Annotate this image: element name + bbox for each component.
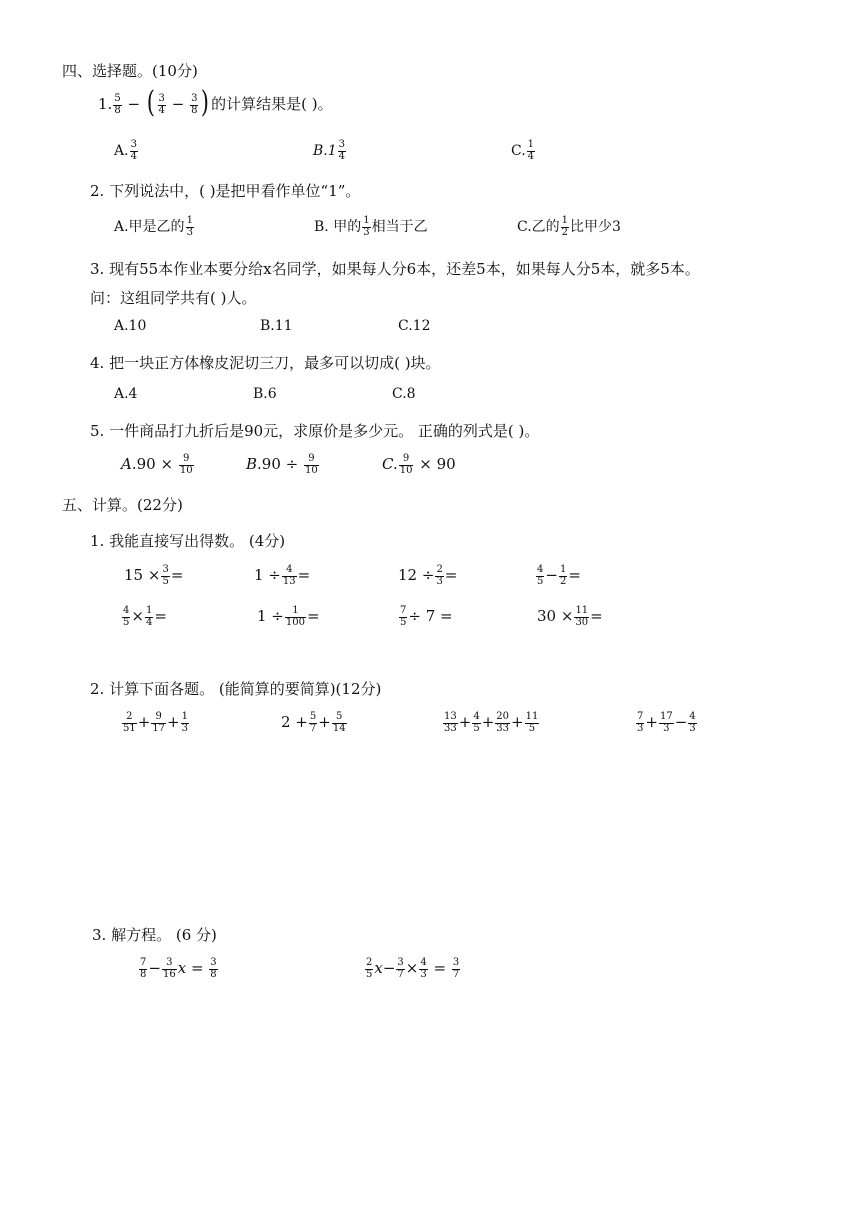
fraction: $\frac{13}{33}$ (444, 711, 457, 734)
fraction: $\frac{4}{13}$ (282, 564, 296, 587)
fraction: $\frac{5}{8}$ (114, 93, 121, 116)
fraction: $\frac{3}{4}$ (158, 93, 165, 116)
q1-option-c[interactable]: C. $\frac{1}{4}$ (511, 139, 535, 162)
fraction: $\frac{17}{3}$ (659, 711, 673, 734)
question-3-line-1: 3. 现有55本作业本要分给x名同学，如果每人分6本，还差5本，如果每人分5本，就多5本。 (90, 260, 700, 278)
simplify-calc-2: 2 + $\frac{5}{7}$ + $\frac{5}{14}$ (281, 711, 346, 734)
direct-calc-5: $\frac{4}{5}$ × $\frac{1}{4}$ = (123, 605, 167, 628)
fraction: $\frac{1}{4}$ (527, 139, 535, 162)
q4-option-a[interactable]: A.4 (114, 386, 138, 402)
fraction: $\frac{5}{14}$ (332, 711, 346, 734)
fraction: $\frac{20}{33}$ (496, 711, 509, 734)
fraction: $\frac{1}{3}$ (186, 215, 193, 238)
q4-option-c[interactable]: C.8 (392, 386, 416, 402)
fraction: $\frac{3}{16}$ (162, 957, 176, 980)
fraction: $\frac{3}{8}$ (210, 957, 217, 980)
fraction: $\frac{9}{17}$ (152, 711, 166, 734)
fraction: $\frac{1}{2}$ (559, 564, 567, 587)
fraction: $\frac{3}{4}$ (338, 139, 346, 162)
fraction: $\frac{7}{8}$ (140, 957, 147, 980)
simplify-calc-4: $\frac{7}{3}$ + $\frac{17}{3}$ − $\frac{4}{3}$ (637, 711, 696, 734)
direct-calc-1: 15 × $\frac{3}{5}$ = (124, 564, 184, 587)
q2-option-c[interactable]: C.乙的 $\frac{1}{2}$ 比甲少3 (517, 215, 621, 238)
question-2-stem: 2. 下列说法中，( )是把甲看作单位“1”。 (90, 182, 361, 200)
fraction: $\frac{4}{5}$ (537, 564, 544, 587)
fraction: $\frac{11}{30}$ (575, 605, 589, 628)
fraction: $\frac{7}{5}$ (400, 605, 407, 628)
question-5-stem: 5. 一件商品打九折后是90元，求原价是多少元。 正确的列式是( )。 (90, 422, 540, 440)
q5-option-b[interactable]: B.90 ÷ $\frac{9}{10}$ (246, 453, 318, 476)
fraction: $\frac{4}{3}$ (689, 711, 696, 734)
simplify-calc-1: $\frac{2}{51}$ + $\frac{9}{17}$ + $\frac{1}{3}$ (123, 711, 188, 734)
q5-option-c[interactable]: C. $\frac{9}{10}$ × 90 (382, 453, 456, 476)
q2-option-a[interactable]: A.甲是乙的 $\frac{1}{3}$ (114, 215, 193, 238)
section-four-title: 四、选择题。(10分) (62, 62, 198, 80)
simplify-calc-3: $\frac{13}{33}$ + $\frac{4}{5}$ + $\frac{20}{33}$ + $\frac{11}{5}$ (444, 711, 539, 734)
fraction: $\frac{2}{5}$ (366, 957, 373, 980)
part-2-title: 2. 计算下面各题。 (能简算的要简算)(12分) (90, 680, 382, 698)
q1-option-a[interactable]: A. $\frac{3}{4}$ (114, 139, 137, 162)
fraction: $\frac{2}{3}$ (436, 564, 443, 587)
q3-option-c[interactable]: C.12 (398, 318, 431, 334)
part-3-title: 3. 解方程。 (6 分) (92, 926, 217, 944)
fraction: $\frac{3}{8}$ (191, 93, 198, 116)
question-3-line-2: 问：这组同学共有( )人。 (90, 289, 257, 307)
q3-option-b[interactable]: B.11 (260, 318, 293, 334)
q2-option-b[interactable]: B. 甲的 $\frac{1}{3}$ 相当于乙 (314, 215, 428, 238)
direct-calc-6: 1 ÷ $\frac{1}{100}$ = (257, 605, 320, 628)
fraction: $\frac{3}{7}$ (452, 957, 460, 980)
q5-option-a[interactable]: A.90 × $\frac{9}{10}$ (121, 453, 193, 476)
fraction: $\frac{9}{10}$ (399, 453, 413, 476)
fraction: $\frac{3}{5}$ (162, 564, 169, 587)
fraction: $\frac{1}{2}$ (561, 215, 569, 238)
fraction: $\frac{11}{5}$ (525, 711, 539, 734)
direct-calc-3: 12 ÷ $\frac{2}{3}$ = (398, 564, 458, 587)
fraction: $\frac{1}{3}$ (363, 215, 370, 238)
fraction: $\frac{3}{4}$ (130, 139, 137, 162)
fraction: $\frac{1}{100}$ (285, 605, 305, 628)
part-1-title: 1. 我能直接写出得数。 (4分) (90, 532, 286, 550)
question-4-stem: 4. 把一块正方体橡皮泥切三刀，最多可以切成( )块。 (90, 354, 441, 372)
direct-calc-8: 30 × $\frac{11}{30}$ = (537, 605, 603, 628)
section-five-title: 五、计算。(22分) (62, 496, 183, 514)
fraction: $\frac{5}{7}$ (309, 711, 317, 734)
q3-option-a[interactable]: A.10 (114, 318, 147, 334)
fraction: $\frac{2}{51}$ (123, 711, 136, 734)
fraction: $\frac{4}{5}$ (473, 711, 480, 734)
fraction: $\frac{3}{7}$ (397, 957, 404, 980)
direct-calc-7: $\frac{7}{5}$ ÷ 7 = (400, 605, 453, 628)
equation-1: $\frac{7}{8}$ − $\frac{3}{16}$ x = $\frac{3}{8}$ (140, 957, 217, 980)
fraction: $\frac{1}{3}$ (181, 711, 188, 734)
equation-2: $\frac{2}{5}$ x− $\frac{3}{7}$ × $\frac{4}{3}$ = $\frac{3}{7}$ (366, 957, 460, 980)
question-1-stem: 1. $\frac{5}{8}$ − ( $\frac{3}{4}$ − $\frac{3}{8}$ ) 的计算结果是( )。 (98, 85, 333, 120)
fraction: $\frac{1}{4}$ (145, 605, 153, 628)
direct-calc-4: $\frac{4}{5}$ − $\frac{1}{2}$ = (537, 564, 581, 587)
fraction: $\frac{4}{3}$ (420, 957, 427, 980)
fraction: $\frac{9}{10}$ (179, 453, 193, 476)
q1-option-b[interactable]: B.1 $\frac{3}{4}$ (313, 139, 346, 162)
q4-option-b[interactable]: B.6 (253, 386, 277, 402)
fraction: $\frac{9}{10}$ (305, 453, 318, 476)
fraction: $\frac{4}{5}$ (123, 605, 130, 628)
direct-calc-2: 1 ÷ $\frac{4}{13}$ = (254, 564, 311, 587)
fraction: $\frac{7}{3}$ (637, 711, 644, 734)
